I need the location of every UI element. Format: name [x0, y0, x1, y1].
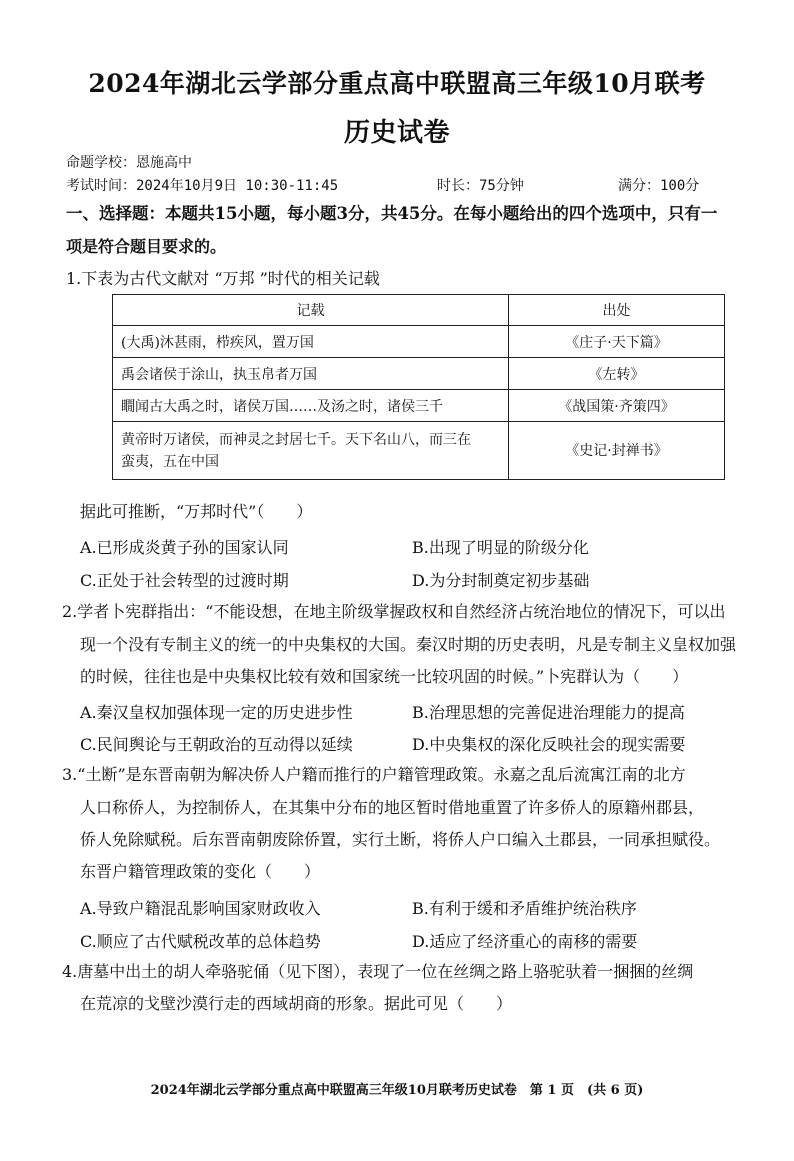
- q1-stem: 1.下表为古代文献对 “万邦 ”时代的相关记载: [66, 269, 380, 288]
- table-header-source: 出处: [509, 295, 725, 326]
- table-cell-source: 《战国策·齐策四》: [509, 390, 725, 422]
- q3-stem-line: 侨人免除赋税。后东晋南朝废除侨置，实行土断，将侨人户口编入土郡县，一同承担赋役。: [80, 830, 721, 849]
- proposer-school: 命题学校：恩施高中: [66, 155, 192, 171]
- exam-time: 考试时间：2024年10月9日 10:30-11:45: [66, 178, 339, 194]
- table-header-row: [113, 295, 725, 326]
- q3-option-d: D.适应了经济重心的南移的需要: [412, 932, 638, 951]
- q2-option-a: A.秦汉皇权加强体现一定的历史进步性: [80, 703, 353, 722]
- q4-stem-line: 在荒凉的戈壁沙漠行走的西域胡商的形象。据此可见（ ）: [80, 994, 513, 1013]
- full-score: 满分：100分: [618, 178, 700, 194]
- exam-duration: 时长：75分钟: [437, 178, 524, 194]
- table-cell-source: 《史记·封禅书》: [509, 422, 725, 480]
- q3-option-b: B.有利于缓和矛盾维护统治秩序: [412, 899, 637, 918]
- q3-option-a: A.导致户籍混乱影响国家财政收入: [80, 899, 321, 918]
- q3-stem-line: 东晋户籍管理政策的变化（ ）: [80, 862, 321, 881]
- record-line: 黄帝时万诸侯，而神灵之封居七千。天下名山八，而三在: [121, 431, 471, 448]
- q1-option-c: C.正处于社会转型的过渡时期: [80, 571, 289, 590]
- section-heading-cont: 项是符合题目要求的。: [66, 237, 227, 256]
- q2-stem-line: 现一个没有专制主义的统一的中央集权的大国。秦汉时期的历史表明，凡是专制主义皇权加强: [80, 635, 737, 654]
- q3-option-c: C.顺应了古代赋税改革的总体趋势: [80, 932, 321, 951]
- q1-option-d: D.为分封制奠定初步基础: [412, 571, 590, 590]
- q3-stem-line: 人口称侨人，为控制侨人，在其集中分布的地区暂时借地重置了许多侨人的原籍州郡县，: [80, 798, 705, 817]
- q4-stem-line: 4.唐墓中出土的胡人牵骆驼俑（见下图），表现了一位在丝绸之路上骆驼驮着一捆捆的丝绸: [62, 962, 694, 981]
- table-cell-source: 《庄子·天下篇》: [509, 326, 725, 358]
- table-row: [113, 326, 725, 358]
- q2-option-b: B.治理思想的完善促进治理能力的提高: [412, 703, 685, 722]
- table-cell-record: (大禹)沐甚雨，栉疾风，置万国: [113, 326, 509, 358]
- table-row: [113, 422, 725, 480]
- table-header-record: 记载: [113, 295, 509, 326]
- q1-records-table: [112, 294, 725, 480]
- table-row: [113, 390, 725, 422]
- q2-option-d: D.中央集权的深化反映社会的现实需要: [412, 735, 686, 754]
- q2-stem-line: 2.学者卜宪群指出：“不能设想，在地主阶级掌握政权和自然经济占统治地位的情况下，可以出: [62, 602, 726, 621]
- q1-option-a: A.已形成炎黄子孙的国家认同: [80, 538, 289, 557]
- q3-stem-line: 3.“土断”是东晋南朝为解决侨人户籍而推行的户籍管理政策。永嘉之乱后流寓江南的北方: [62, 765, 686, 784]
- record-line: 蛮夷，五在中国: [121, 453, 219, 470]
- q1-option-b: B.出现了明显的阶级分化: [412, 538, 589, 557]
- q2-stem-line: 的时候，往往也是中央集权比较有效和国家统一比较巩固的时候。”卜宪群认为（ ）: [80, 667, 689, 686]
- section-heading: 一、选择题：本题共15小题，每小题3分，共45分。在每小题给出的四个选项中，只有一: [66, 204, 718, 223]
- table-cell-record: 瞯闻古大禹之时，诸侯万国……及汤之时，诸侯三千: [113, 390, 509, 422]
- q1-question: 据此可推断，“万邦时代”（ ）: [80, 502, 313, 521]
- page-footer: 2024年湖北云学部分重点高中联盟高三年级10月联考历史试卷 第 1 页 (共 6 页): [150, 1083, 644, 1098]
- q2-option-c: C.民间舆论与王朝政治的互动得以延续: [80, 735, 353, 754]
- table-cell-record: 禹会诸侯于涂山，执玉帛者万国: [113, 358, 509, 390]
- exam-subject: 历史试卷: [343, 118, 450, 148]
- table-row: [113, 358, 725, 390]
- table-cell-source: 《左转》: [509, 358, 725, 390]
- table-cell-record: [113, 422, 509, 480]
- exam-title: 2024年湖北云学部分重点高中联盟高三年级10月联考: [88, 69, 706, 98]
